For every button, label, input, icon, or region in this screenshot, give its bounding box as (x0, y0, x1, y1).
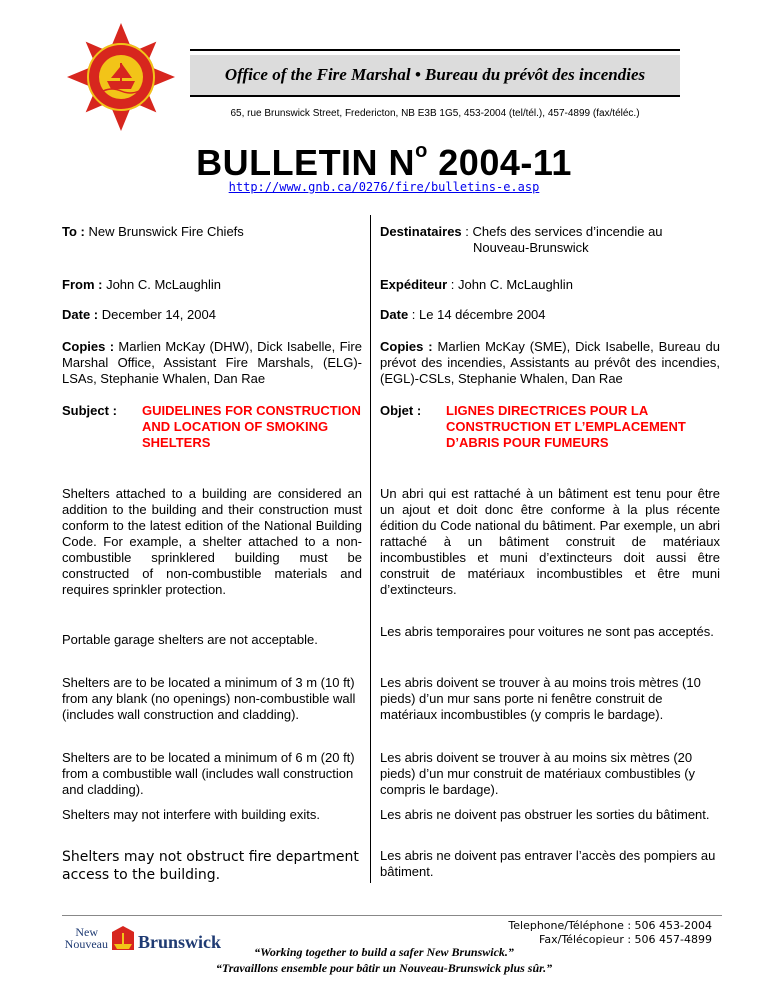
fax-number: Fax/Télécopieur : 506 457-4899 (539, 933, 712, 946)
slogan-en: “Working together to build a safer New Brunswick.” (254, 945, 514, 959)
phone-number: Telephone/Téléphone : 506 453-2004 (508, 919, 712, 932)
copies-fr-label: Copies : (380, 339, 433, 354)
date-label: Date : (62, 307, 99, 322)
subject-value: GUIDELINES FOR CONSTRUCTION AND LOCATION OF SMOKING SHELTERS (142, 403, 361, 450)
paragraph-en-1: Shelters attached to a building are considered an addition to the building and their construction must conform to the latest edition of the National Building Code. For example, a shelter attached to a non-combustible sprinklered building must be constructed of non-combustible materials and requires sprinkler protection. (62, 486, 362, 597)
date-value: December 14, 2004 (98, 307, 216, 322)
copies-label: Copies : (62, 339, 115, 354)
expediteur-value: : John C. McLaughlin (447, 277, 573, 292)
from-label: From : (62, 277, 103, 292)
from-value: John C. McLaughlin (102, 277, 221, 292)
from-en (62, 277, 362, 293)
paragraph-fr-4: Les abris doivent se trouver à au moins six mètres (20 pieds) d’un mur construit de matériaux combustibles (y compris le bardage). (380, 750, 696, 797)
bulletin-link[interactable]: http://www.gnb.ca/0276/fire/bulletins-e.asp (228, 180, 540, 194)
paragraph-en-4: Shelters are to be located a minimum of 6 m (20 ft) from a combustible wall (includes wall construction and cladding). (62, 750, 355, 797)
destinataires-value-2: Nouveau-Brunswick (473, 240, 589, 255)
objet-label: Objet : (380, 403, 422, 418)
slogan-fr: “Travaillons ensemble pour bâtir un Nouveau-Brunswick plus sûr.” (215, 961, 553, 975)
destinataires-value: : Chefs des services d’incendie au (461, 224, 663, 239)
to-value: New Brunswick Fire Chiefs (84, 224, 244, 239)
to-fr (380, 224, 720, 256)
subject-fr (380, 403, 720, 451)
copies-fr (380, 339, 720, 387)
bulletin-sup: o (415, 140, 428, 162)
header-banner (190, 55, 680, 97)
date-en (62, 307, 362, 323)
date-fr-label: Date (380, 307, 409, 322)
nb-logo-brunswick: Brunswick (138, 932, 222, 952)
paragraph-fr-1: Un abri qui est rattaché à un bâtiment est tenu pour être un ajout et doit donc être conforme à la plus récente édition du Code national du bâtiment. Par exemple, un abri rattaché à un bâtiment construit de matériaux incombustibles et muni d’extincteurs doit aussi être construit de matériaux incombustibles et être muni d’extincteurs. (380, 486, 720, 597)
expediteur-label: Expéditeur (380, 277, 448, 292)
paragraph-en-2: Portable garage shelters are not acceptable. (62, 632, 318, 647)
bulletin-number: 2004-11 (427, 142, 572, 183)
office-title: Office of the Fire Marshal • Bureau du prévôt des incendies (224, 65, 646, 84)
nb-logo-new: New (75, 925, 98, 939)
copies-fr-value: Marlien McKay (SME), Dick Isabelle, Bureau du prévot des incendies, Assistants au prévôt des incendies, (EGL)-CSLs, Stephanie Whalen, Dan Rae (380, 339, 720, 386)
column-divider (370, 215, 371, 883)
paragraph-en-6: Shelters may not obstruct fire department access to the building. (62, 849, 359, 883)
nb-logo-nouveau: Nouveau (64, 937, 108, 951)
header-top-rule (190, 49, 680, 51)
bulletin-title (0, 140, 768, 184)
footer-rule (62, 915, 722, 916)
bulletin-prefix: BULLETIN N (196, 142, 416, 183)
paragraph-fr-5: Les abris ne doivent pas obstruer les sorties du bâtiment. (380, 807, 710, 822)
date-fr (380, 307, 720, 323)
destinataires-label: Destinataires (380, 224, 462, 239)
paragraph-en-5: Shelters may not interfere with building exits. (62, 807, 320, 822)
objet-value: LIGNES DIRECTRICES POUR LA CONSTRUCTION ET L’EMPLACEMENT D’ABRIS POUR FUMEURS (446, 403, 686, 450)
date-fr-value: : Le 14 décembre 2004 (408, 307, 546, 322)
subject-en (62, 403, 362, 451)
subject-label: Subject : (62, 403, 117, 418)
slogan (0, 944, 768, 976)
paragraph-fr-2: Les abris temporaires pour voitures ne sont pas acceptés. (380, 624, 714, 639)
from-fr (380, 277, 720, 293)
to-label: To : (62, 224, 85, 239)
contact-info (508, 919, 712, 947)
to-en (62, 224, 362, 240)
copies-value: Marlien McKay (DHW), Dick Isabelle, Fire Marshal Office, Assistant Fire Marshals, (ELG)-LSAs, Stephanie Whalen, Dan Rae (62, 339, 362, 386)
fire-marshal-emblem (66, 22, 176, 132)
office-address: 65, rue Brunswick Street, Fredericton, NB E3B 1G5, 453-2004 (tel/tél.), 457-4899 (fax/téléc.) (230, 108, 640, 119)
paragraph-fr-6: Les abris ne doivent pas entraver l’accès des pompiers au bâtiment. (380, 848, 716, 879)
paragraph-en-3: Shelters are to be located a minimum of 3 m (10 ft) from any blank (no openings) non-combustible wall (includes wall construction and cladding). (62, 675, 356, 722)
copies-en (62, 339, 362, 387)
paragraph-fr-3: Les abris doivent se trouver à au moins trois mètres (10 pieds) d’un mur sans porte ni fenêtre construit de matériaux incombustibles (y compris le bardage). (380, 675, 701, 722)
